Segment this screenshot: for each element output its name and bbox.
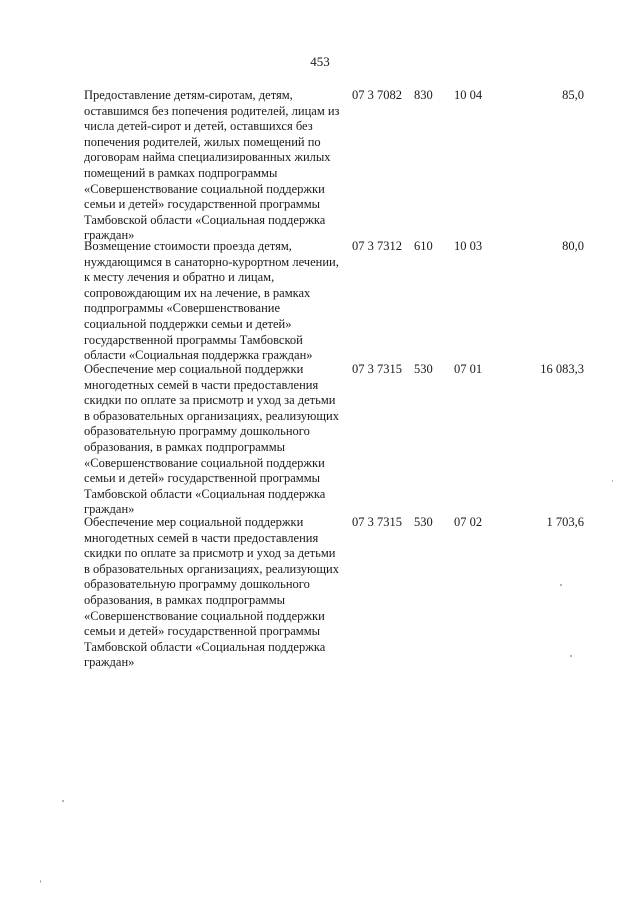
section-code: 07 01 [454,362,483,376]
row-description: Обеспечение мер социальной поддержки многодетных семей в части предоставления скидки по оплате за присмотр и уход за детьми в образовательных организациях, реализующих образовательную программу дошкольного образования, в рамках подпрограммы «Совершенствование социальной поддержки семьи и детей» государственной программы Тамбовской области «Социальная поддержка граждан» [84,515,339,670]
target-code: 07 3 7315 [352,515,402,529]
scan-speck [40,880,41,883]
amount: 16 083,3 [540,362,584,376]
target-code: 07 3 7312 [352,239,402,253]
scan-speck [570,655,572,657]
scan-speck [62,800,64,802]
expense-type-code: 610 [414,239,433,253]
target-code: 07 3 7315 [352,362,402,376]
scan-speck [612,480,613,482]
section-code: 10 04 [454,88,483,102]
page-number: 453 [310,54,330,69]
section-code: 10 03 [454,239,483,253]
expense-type-code: 830 [414,88,433,102]
amount: 1 703,6 [546,515,584,529]
amount: 85,0 [562,88,584,102]
row-description: Возмещение стоимости проезда детям, нуждающимся в санаторно-курортном лечении, к месту лечения и обратно и лицам, сопровождающим их на лечение, в рамках подпрограммы «Совершенствование социальной поддержки семьи и детей» государственной программы Тамбовской области «Социальная поддержка граждан» [84,239,339,363]
expense-type-code: 530 [414,515,433,529]
target-code: 07 3 7082 [352,88,402,102]
row-description: Предоставление детям-сиротам, детям, оставшимся без попечения родителей, лицам из числа детей-сирот и детей, оставшихся без попечения родителей, жилых помещений по договорам найма специализированных жилых помещений в рамках подпрограммы «Совершенствование социальной поддержки семьи и детей» государственной программы Тамбовской области «Социальная поддержка граждан» [84,88,340,243]
expense-type-code: 530 [414,362,433,376]
row-description: Обеспечение мер социальной поддержки многодетных семей в части предоставления скидки по оплате за присмотр и уход за детьми в образовательных организациях, реализующих образовательную программу дошкольного образования, в рамках подпрограммы «Совершенствование социальной поддержки семьи и детей» государственной программы Тамбовской области «Социальная поддержка граждан» [84,362,339,517]
section-code: 07 02 [454,515,483,529]
amount: 80,0 [562,239,584,253]
scan-speck [560,584,562,586]
